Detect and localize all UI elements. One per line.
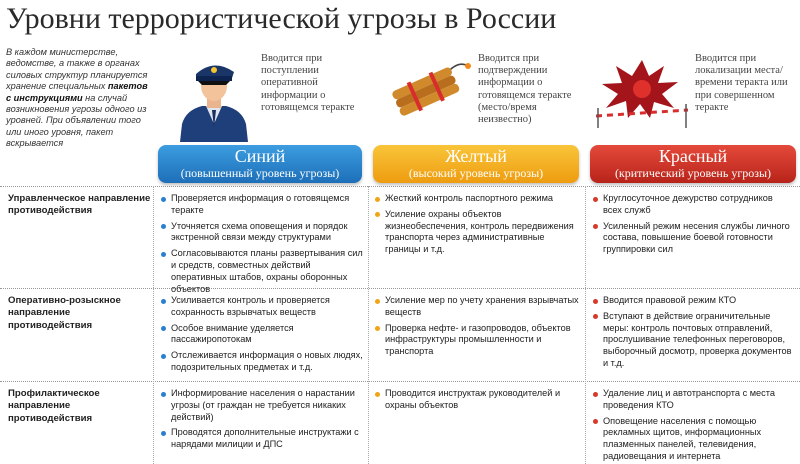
intro-bold: пакетов с инструкциями [6, 81, 148, 103]
row-label: Управленческое направление противодействия [8, 193, 151, 217]
measures-list-blue [160, 388, 364, 455]
list-item: Вступают в действие ограничительные меры: контроль почтовых отправлений, прослушивание телефонных переговоров, выборочный досмотр, проверка документов и т.д. [592, 311, 794, 370]
column-divider [368, 186, 369, 464]
list-item: Проверка нефте- и газопроводов, объектов инфраструктуры промышленности и транспорта [374, 323, 580, 358]
level-description: Вводится при локализации места/времени теракта или при совершенном теракте [695, 53, 788, 113]
list-item: Вводится правовой режим КТО [592, 295, 794, 307]
list-item: Проводится инструктаж руководителей и охраны объектов [374, 388, 580, 412]
level-description: Вводится при поступлении оперативной информации о готовящемся теракте [261, 53, 355, 113]
page-title: Уровни террористической угрозы в России [6, 2, 557, 35]
level-header-blue [158, 145, 362, 183]
row-divider [0, 288, 800, 289]
dynamite-icon [386, 56, 472, 120]
level-subtitle: (повышенный уровень угрозы) [180, 166, 340, 180]
list-item: Информирование населения о нарастании угрозы (от граждан не требуется никаких действий) [160, 388, 364, 423]
measures-list-yellow [374, 388, 580, 416]
list-item: Удаление лиц и автотранспорта с места проведения КТО [592, 388, 794, 412]
level-name: Синий [234, 146, 286, 166]
row-divider [0, 186, 800, 187]
measures-list-red [592, 388, 794, 464]
explosion-cordon-icon [594, 56, 690, 128]
list-item: Согласовываются планы развертывания сил и средств, совместных действий оперативных штабов, охраны оборонных объектов [160, 248, 364, 295]
level-header-red [590, 145, 796, 183]
list-item: Отслеживается информация о новых людях, подозрительных предметах и т.д. [160, 350, 364, 374]
intro-text-2: на случай возникновения угрозы одного из уровней. При объявлении того или иного уровня, пакет вскрывается [6, 92, 147, 149]
list-item: Проверяется информация о готовящемся теракте [160, 193, 364, 217]
level-subtitle: (высокий уровень угрозы) [408, 166, 544, 180]
list-item: Особое внимание уделяется пассажиропотокам [160, 323, 364, 347]
list-item: Усиление охраны объектов жизнеобеспечения, контроль передвижения транспорта через административные границы и т.д. [374, 209, 580, 256]
level-name: Красный [658, 146, 728, 166]
intro-text-1: В каждом министерстве, ведомстве, а также в органах силовых структур планируется хранение специальных [6, 47, 148, 92]
measures-list-blue [160, 295, 364, 378]
measures-list-red [592, 193, 794, 260]
list-item: Проводятся дополнительные инструктажи с нарядами милиции и ДПС [160, 427, 364, 451]
column-divider [153, 186, 154, 464]
level-subtitle: (критический уровень угрозы) [614, 166, 772, 180]
level-description: Вводится при подтверждении информации о готовящемся теракте (место/время неизвестно) [478, 53, 572, 126]
list-item: Усиление мер по учету хранения взрывчатых веществ [374, 295, 580, 319]
level-header-yellow [373, 145, 579, 183]
list-item: Усиливается контроль и проверяется сохранность взрывчатых веществ [160, 295, 364, 319]
measures-list-yellow [374, 193, 580, 260]
intro-note [6, 47, 152, 150]
row-label: Профилактическое направление противодействия [8, 388, 100, 424]
level-name: Желтый [445, 146, 507, 166]
list-item: Оповещение населения с помощью рекламных щитов, информационных плазменных панелей, телевидения, радиовещания и интернета [592, 416, 794, 463]
list-item: Уточняется схема оповещения и порядок экстренной связи между структурами [160, 221, 364, 245]
list-item: Усиленный режим несения службы личного состава, повышение боевой готовности группировки сил [592, 221, 794, 256]
list-item: Круглосуточное дежурство сотрудников всех служб [592, 193, 794, 217]
measures-list-red [592, 295, 794, 374]
police-officer-icon [176, 52, 252, 142]
row-label: Оперативно-розыскное направление противодействия [8, 295, 121, 331]
measures-list-blue [160, 193, 364, 299]
column-divider [585, 186, 586, 464]
row-divider [0, 381, 800, 382]
measures-list-yellow [374, 295, 580, 362]
list-item: Жесткий контроль паспортного режима [374, 193, 580, 205]
